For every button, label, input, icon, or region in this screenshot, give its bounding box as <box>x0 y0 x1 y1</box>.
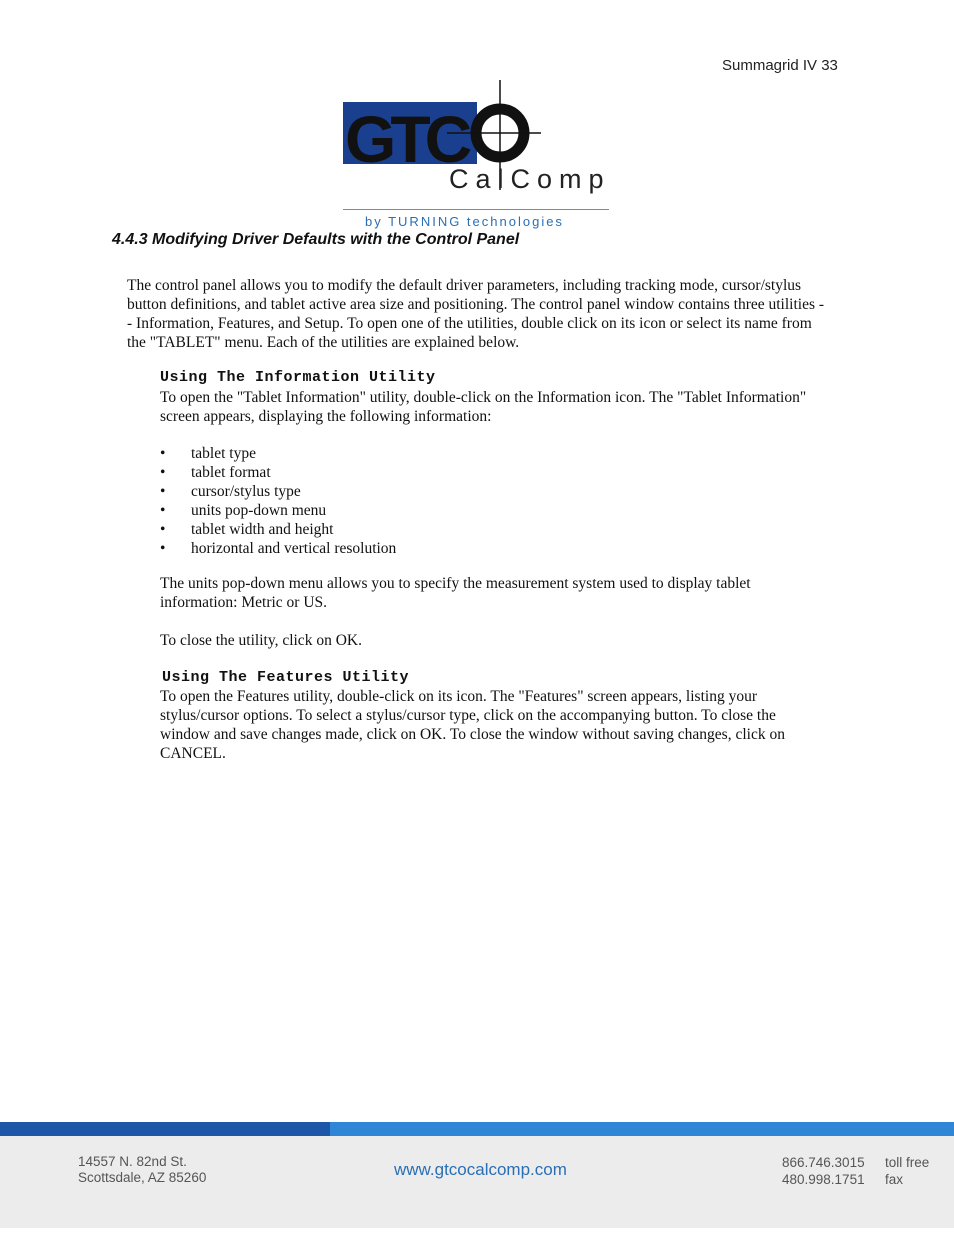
list-item: • tablet format <box>160 463 396 482</box>
footer-phone-labels <box>885 1154 929 1188</box>
close-note: To close the utility, click on OK. <box>160 632 362 649</box>
logo-calcomp-text: CalComp <box>449 164 611 194</box>
list-item: • horizontal and vertical resolution <box>160 539 396 558</box>
footer-address <box>78 1154 206 1186</box>
list-item: • tablet width and height <box>160 520 396 539</box>
logo-divider <box>343 209 609 210</box>
information-utility-description: To open the "Tablet Information" utility, double-click on the Information icon. The "Tablet Information" screen appears, displaying the following information: <box>160 389 807 425</box>
information-utility-heading: Using The Information Utility <box>160 369 436 386</box>
page-header: Summagrid IV 33 <box>722 57 838 74</box>
section-heading: 4.4.3 Modifying Driver Defaults with the Control Panel <box>112 231 520 248</box>
phone-fax-label: fax <box>885 1172 904 1187</box>
list-item: • units pop-down menu <box>160 501 396 520</box>
footer-phones <box>782 1154 865 1188</box>
footer-bar-light <box>330 1122 954 1136</box>
list-item: • tablet type <box>160 444 396 463</box>
features-utility-description: To open the Features utility, double-click on its icon. The "Features" screen appears, listing your stylus/cursor options. To select a stylus/cursor type, click on the accompanying button. To close the window and save changes made, click on OK. To close the window without saving changes, click on CANCEL. <box>160 688 785 762</box>
logo-tagline: by TURNING technologies <box>365 214 564 229</box>
footer-bar-dark <box>0 1122 330 1136</box>
features-utility-heading: Using The Features Utility <box>162 669 410 686</box>
intro-paragraph: The control panel allows you to modify the default driver parameters, including tracking mode, cursor/stylus button definitions, and tablet active area size and positioning. The control panel window contains three utilities - - Information, Features, and Setup. To open one of the utilities, double click on its icon or select its name from the "TABLET" menu. Each of the utilities are explained below. <box>127 277 825 351</box>
address-line1: 14557 N. 82nd St. <box>78 1154 187 1169</box>
svg-text:GTC: GTC <box>345 102 467 176</box>
phone-fax: 480.998.1751 <box>782 1172 865 1187</box>
information-list <box>160 444 396 558</box>
phone-tollfree: 866.746.3015 <box>782 1155 865 1170</box>
footer-bar <box>0 1122 954 1136</box>
list-item: • cursor/stylus type <box>160 482 396 501</box>
units-note: The units pop-down menu allows you to specify the measurement system used to display tablet information: Metric or US. <box>160 575 751 611</box>
footer-website-link[interactable]: www.gtcocalcomp.com <box>394 1160 567 1179</box>
footer <box>0 1136 954 1228</box>
address-line2: Scottsdale, AZ 85260 <box>78 1170 207 1185</box>
gtco-calcomp-logo <box>343 78 613 228</box>
phone-tollfree-label: toll free <box>885 1155 930 1170</box>
